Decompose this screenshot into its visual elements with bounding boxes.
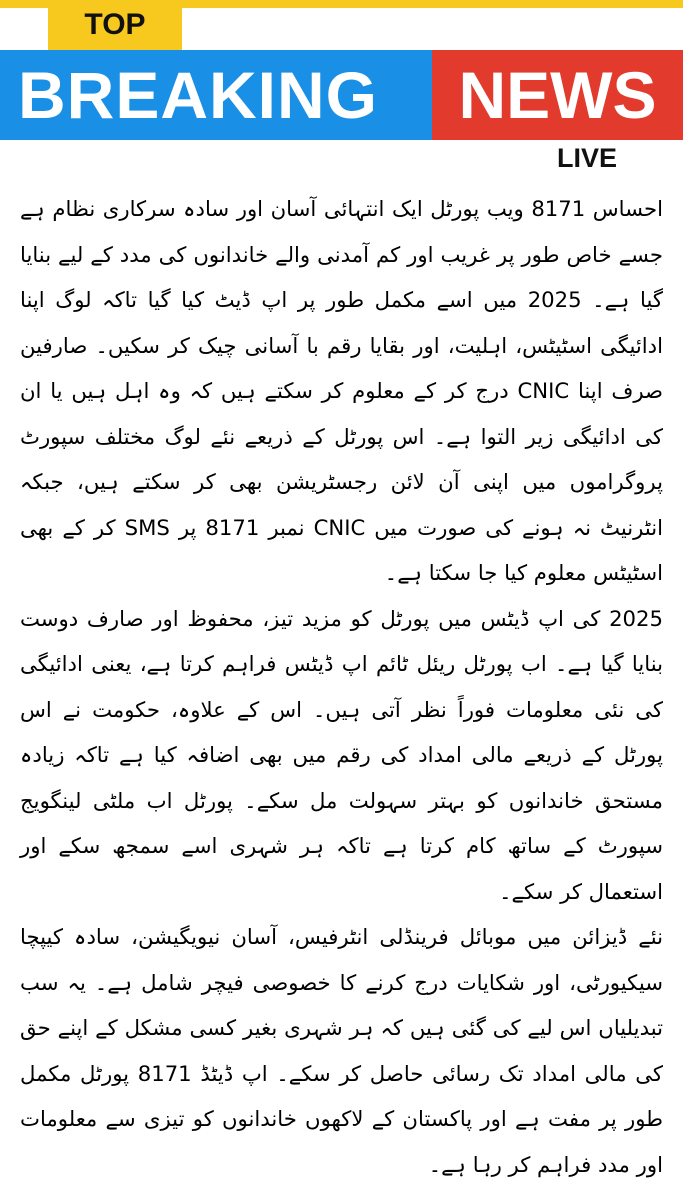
news-label: NEWS	[432, 50, 683, 140]
article-paragraph-3: نئے ڈیزائن میں موبائل فرینڈلی انٹرفیس، آسان نیویگیشن، سادہ کیپچا سیکیورٹی، اور شکایات درج کرنے کا خصوصی فیچر شامل ہے۔ یہ سب تبدیلیاں اس لیے کی گئی ہیں کہ ہر شہری بغیر کسی مشکل کے اپنے حق کی مالی امداد تک رسائی حاصل کر سکے۔ اپ ڈیٹڈ 8171 پورٹل مکمل طور پر مفت ہے اور پاکستان کے لاکھوں خاندانوں کو تیزی سے معلومات اور مدد فراہم کر رہا ہے۔	[20, 924, 663, 1177]
article-body	[20, 186, 664, 1177]
article-paragraph-1: احساس 8171 ویب پورٹل ایک انتہائی آسان اور سادہ سرکاری نظام ہے جسے خاص طور پر غریب اور کم آمدنی والے خاندانوں کی مدد کے لیے بنایا گیا ہے۔ 2025 میں اسے مکمل طور پر اپ ڈیٹ کیا گیا تاکہ لوگ اپنا ادائیگی اسٹیٹس، اہلیت، اور بقایا رقم با آسانی چیک کر سکیں۔ صارفین صرف اپنا CNIC درج کر کے معلوم کر سکتے ہیں کہ وہ اہل ہیں یا ان کی ادائیگی زیر التوا ہے۔ اس پورٹل کے ذریعے نئے لوگ مختلف سپورٹ پروگراموں میں اپنی آن لائن رجسٹریشن بھی کر سکتے ہیں، جبکہ انٹرنیٹ نہ ہونے کی صورت میں CNIC نمبر 8171 پر SMS کر کے بھی اسٹیٹس معلوم کیا جا سکتا ہے۔	[20, 196, 664, 585]
breaking-news-banner	[0, 0, 683, 173]
article-paragraph-2: 2025 کی اپ ڈیٹس میں پورٹل کو مزید تیز، محفوظ اور صارف دوست بنایا گیا ہے۔ اب پورٹل ریئل ٹائم اپ ڈیٹس فراہم کرتا ہے، یعنی ادائیگی کی نئی معلومات فوراً نظر آتی ہیں۔ اس کے علاوہ، حکومت نے اس پورٹل کے ذریعے مالی امداد کی رقم میں بھی اضافہ کیا ہے تاکہ زیادہ مستحق خاندانوں کو بہتر سہولت مل سکے۔ پورٹل اب ملٹی لینگویج سپورٹ کے ساتھ کام کرتا ہے تاکہ ہر شہری اسے سمجھ سکے اور استعمال کر سکے۔	[20, 605, 663, 904]
top-label: TOP	[48, 0, 182, 50]
breaking-label: BREAKING	[0, 50, 432, 140]
live-label: LIVE	[520, 140, 654, 174]
